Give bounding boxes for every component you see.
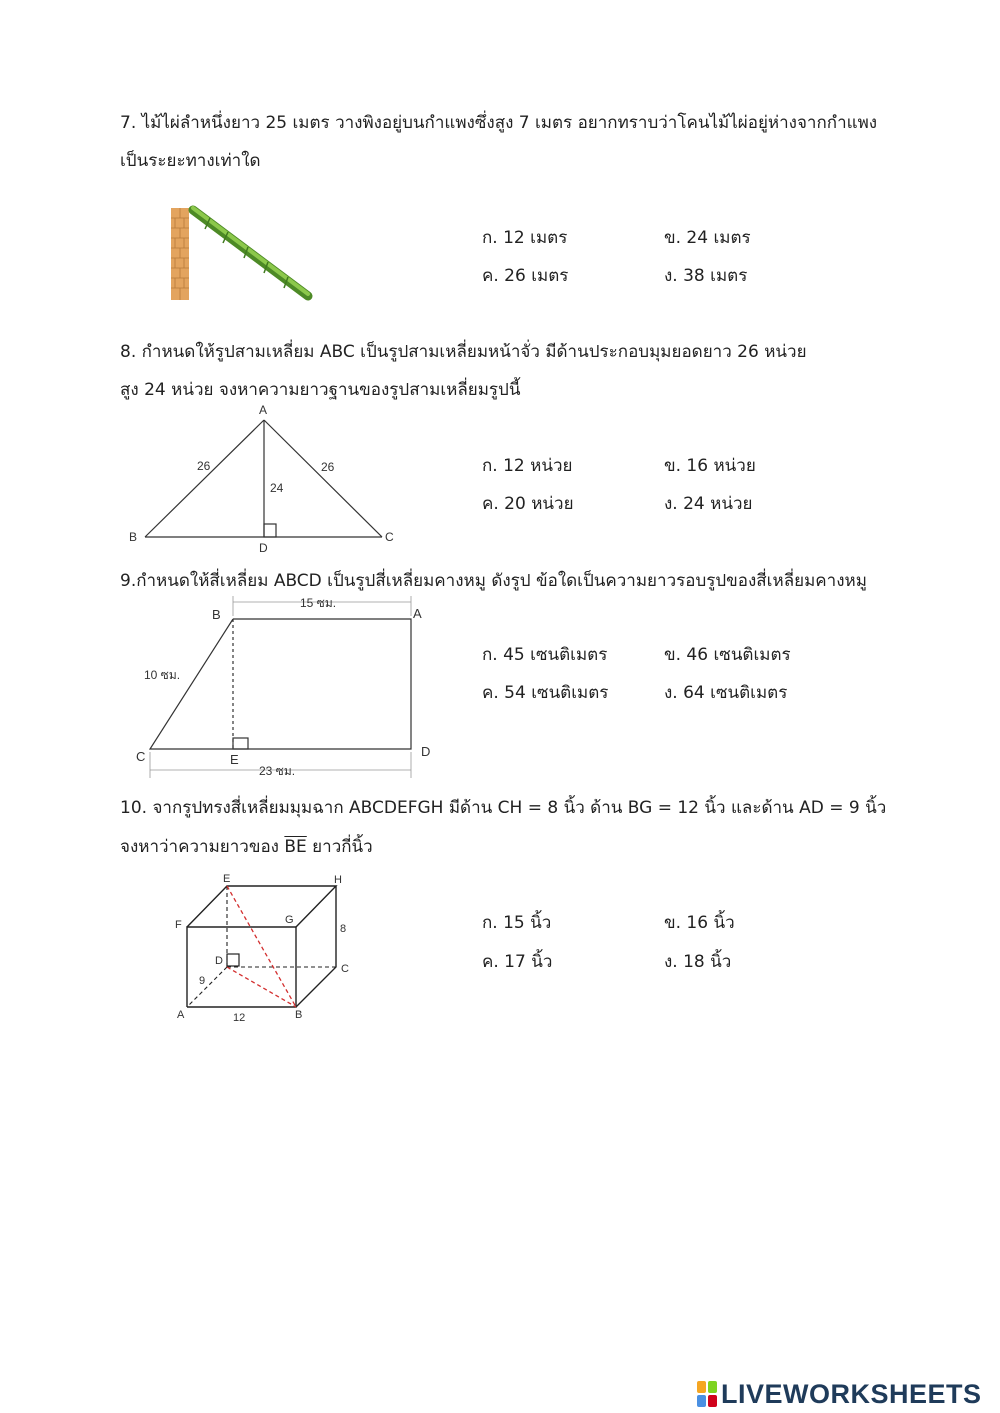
q9-option-d[interactable]: ง. 64 เซนติเมตร bbox=[664, 683, 788, 703]
q8-text-line1: 8. กำหนดให้รูปสามเหลี่ยม ABC เป็นรูปสามเหลี่ยมหน้าจั่ว มีด้านประกอบมุมยอดยาว 26 หน่วย bbox=[120, 342, 807, 362]
label-b: B bbox=[129, 530, 138, 544]
label-h: H bbox=[334, 874, 342, 886]
q8-option-c[interactable]: ค. 20 หน่วย bbox=[482, 494, 574, 514]
q9-text-line1: 9.กำหนดให้สี่เหลี่ยม ABCD เป็นรูปสี่เหลี่ยมคางหมู ดังรูป ข้อใดเป็นความยาวรอบรูปของสี่เหลี่ยมคางหมู bbox=[120, 571, 867, 591]
q10-cuboid-figure bbox=[170, 868, 360, 1028]
q10-text-line2-pre: จงหาว่าความยาวของ bbox=[120, 837, 285, 857]
q8-text-line2: สูง 24 หน่วย จงหาความยาวฐานของรูปสามเหลี่ยมรูปนี้ bbox=[120, 380, 521, 400]
q9-option-c[interactable]: ค. 54 เซนติเมตร bbox=[482, 683, 609, 703]
label-e: E bbox=[223, 873, 231, 885]
q9-option-a[interactable]: ก. 45 เซนติเมตร bbox=[482, 645, 608, 665]
label-side-right: 26 bbox=[321, 460, 335, 474]
q10-option-d[interactable]: ง. 18 นิ้ว bbox=[664, 952, 732, 972]
q7-bamboo-figure bbox=[160, 198, 330, 308]
label-d: D bbox=[421, 744, 431, 759]
label-d: D bbox=[215, 955, 223, 967]
diagonal-lines bbox=[227, 886, 296, 1007]
q8-option-d[interactable]: ง. 24 หน่วย bbox=[664, 494, 753, 514]
q10-option-c[interactable]: ค. 17 นิ้ว bbox=[482, 952, 553, 972]
top-face bbox=[187, 886, 336, 927]
label-d: D bbox=[259, 541, 268, 555]
q9-trapezoid-figure bbox=[130, 590, 440, 785]
q10-text-line2-post: ยาวกี่นิ้ว bbox=[306, 837, 373, 857]
liveworksheets-logo-icon bbox=[696, 1380, 718, 1408]
q10-text-line2 bbox=[120, 837, 373, 857]
label-c: C bbox=[136, 749, 146, 764]
label-c: C bbox=[341, 963, 349, 975]
q8-triangle-figure bbox=[120, 400, 410, 560]
q8-option-b[interactable]: ข. 16 หน่วย bbox=[664, 456, 756, 476]
q10-option-a[interactable]: ก. 15 นิ้ว bbox=[482, 913, 552, 933]
q7-option-b[interactable]: ข. 24 เมตร bbox=[664, 228, 751, 248]
right-angle-mark bbox=[227, 954, 239, 966]
label-height: 24 bbox=[270, 481, 284, 495]
q8-option-a[interactable]: ก. 12 หน่วย bbox=[482, 456, 573, 476]
side-ac bbox=[264, 420, 382, 537]
q7-option-d[interactable]: ง. 38 เมตร bbox=[664, 266, 748, 286]
label-a: A bbox=[177, 1009, 185, 1021]
liveworksheets-wordmark: LIVEWORKSHEETS bbox=[721, 1378, 982, 1409]
label-f: F bbox=[175, 919, 182, 931]
q10-text-line1: 10. จากรูปทรงสี่เหลี่ยมมุมฉาก ABCDEFGH มีด้าน CH = 8 นิ้ว ด้าน BG = 12 นิ้ว และด้าน AD = 9 นิ้ว bbox=[120, 798, 887, 818]
label-b: B bbox=[295, 1009, 303, 1021]
label-b: B bbox=[212, 607, 221, 622]
label-a: A bbox=[259, 403, 268, 417]
q7-option-a[interactable]: ก. 12 เมตร bbox=[482, 228, 568, 248]
right-face bbox=[296, 886, 336, 1007]
liveworksheets-brand bbox=[696, 1379, 982, 1409]
q7-text-line1: 7. ไม้ไผ่ลำหนึ่งยาว 25 เมตร วางพิงอยู่บนกำแพงซึ่งสูง 7 เมตร อยากทราบว่าโคนไม้ไผ่อยู่ห่างจากกำแพง bbox=[120, 113, 878, 133]
label-bottom: 23 ซม. bbox=[259, 764, 296, 778]
label-side-left: 26 bbox=[197, 459, 211, 473]
label-slant: 10 ซม. bbox=[144, 668, 181, 682]
q7-text-line2: เป็นระยะทางเท่าใด bbox=[120, 151, 261, 171]
label-ch: 8 bbox=[340, 923, 347, 935]
q7-option-c[interactable]: ค. 26 เมตร bbox=[482, 266, 569, 286]
label-e: E bbox=[230, 752, 239, 767]
label-ad: 9 bbox=[199, 975, 206, 987]
segment-be-label: $\overline{BE}$ bbox=[284, 837, 307, 857]
right-angle-mark bbox=[264, 524, 276, 537]
q10-option-b[interactable]: ข. 16 นิ้ว bbox=[664, 913, 735, 933]
right-angle-mark bbox=[233, 738, 248, 749]
q9-option-b[interactable]: ข. 46 เซนติเมตร bbox=[664, 645, 791, 665]
bamboo-pole bbox=[193, 208, 308, 296]
trapezoid-outline bbox=[150, 619, 411, 749]
label-a: A bbox=[413, 606, 422, 621]
side-ab bbox=[145, 420, 264, 537]
label-c: C bbox=[385, 530, 394, 544]
label-ab: 12 bbox=[233, 1012, 246, 1024]
label-top: 15 ซม. bbox=[300, 596, 337, 610]
label-g: G bbox=[285, 914, 294, 926]
